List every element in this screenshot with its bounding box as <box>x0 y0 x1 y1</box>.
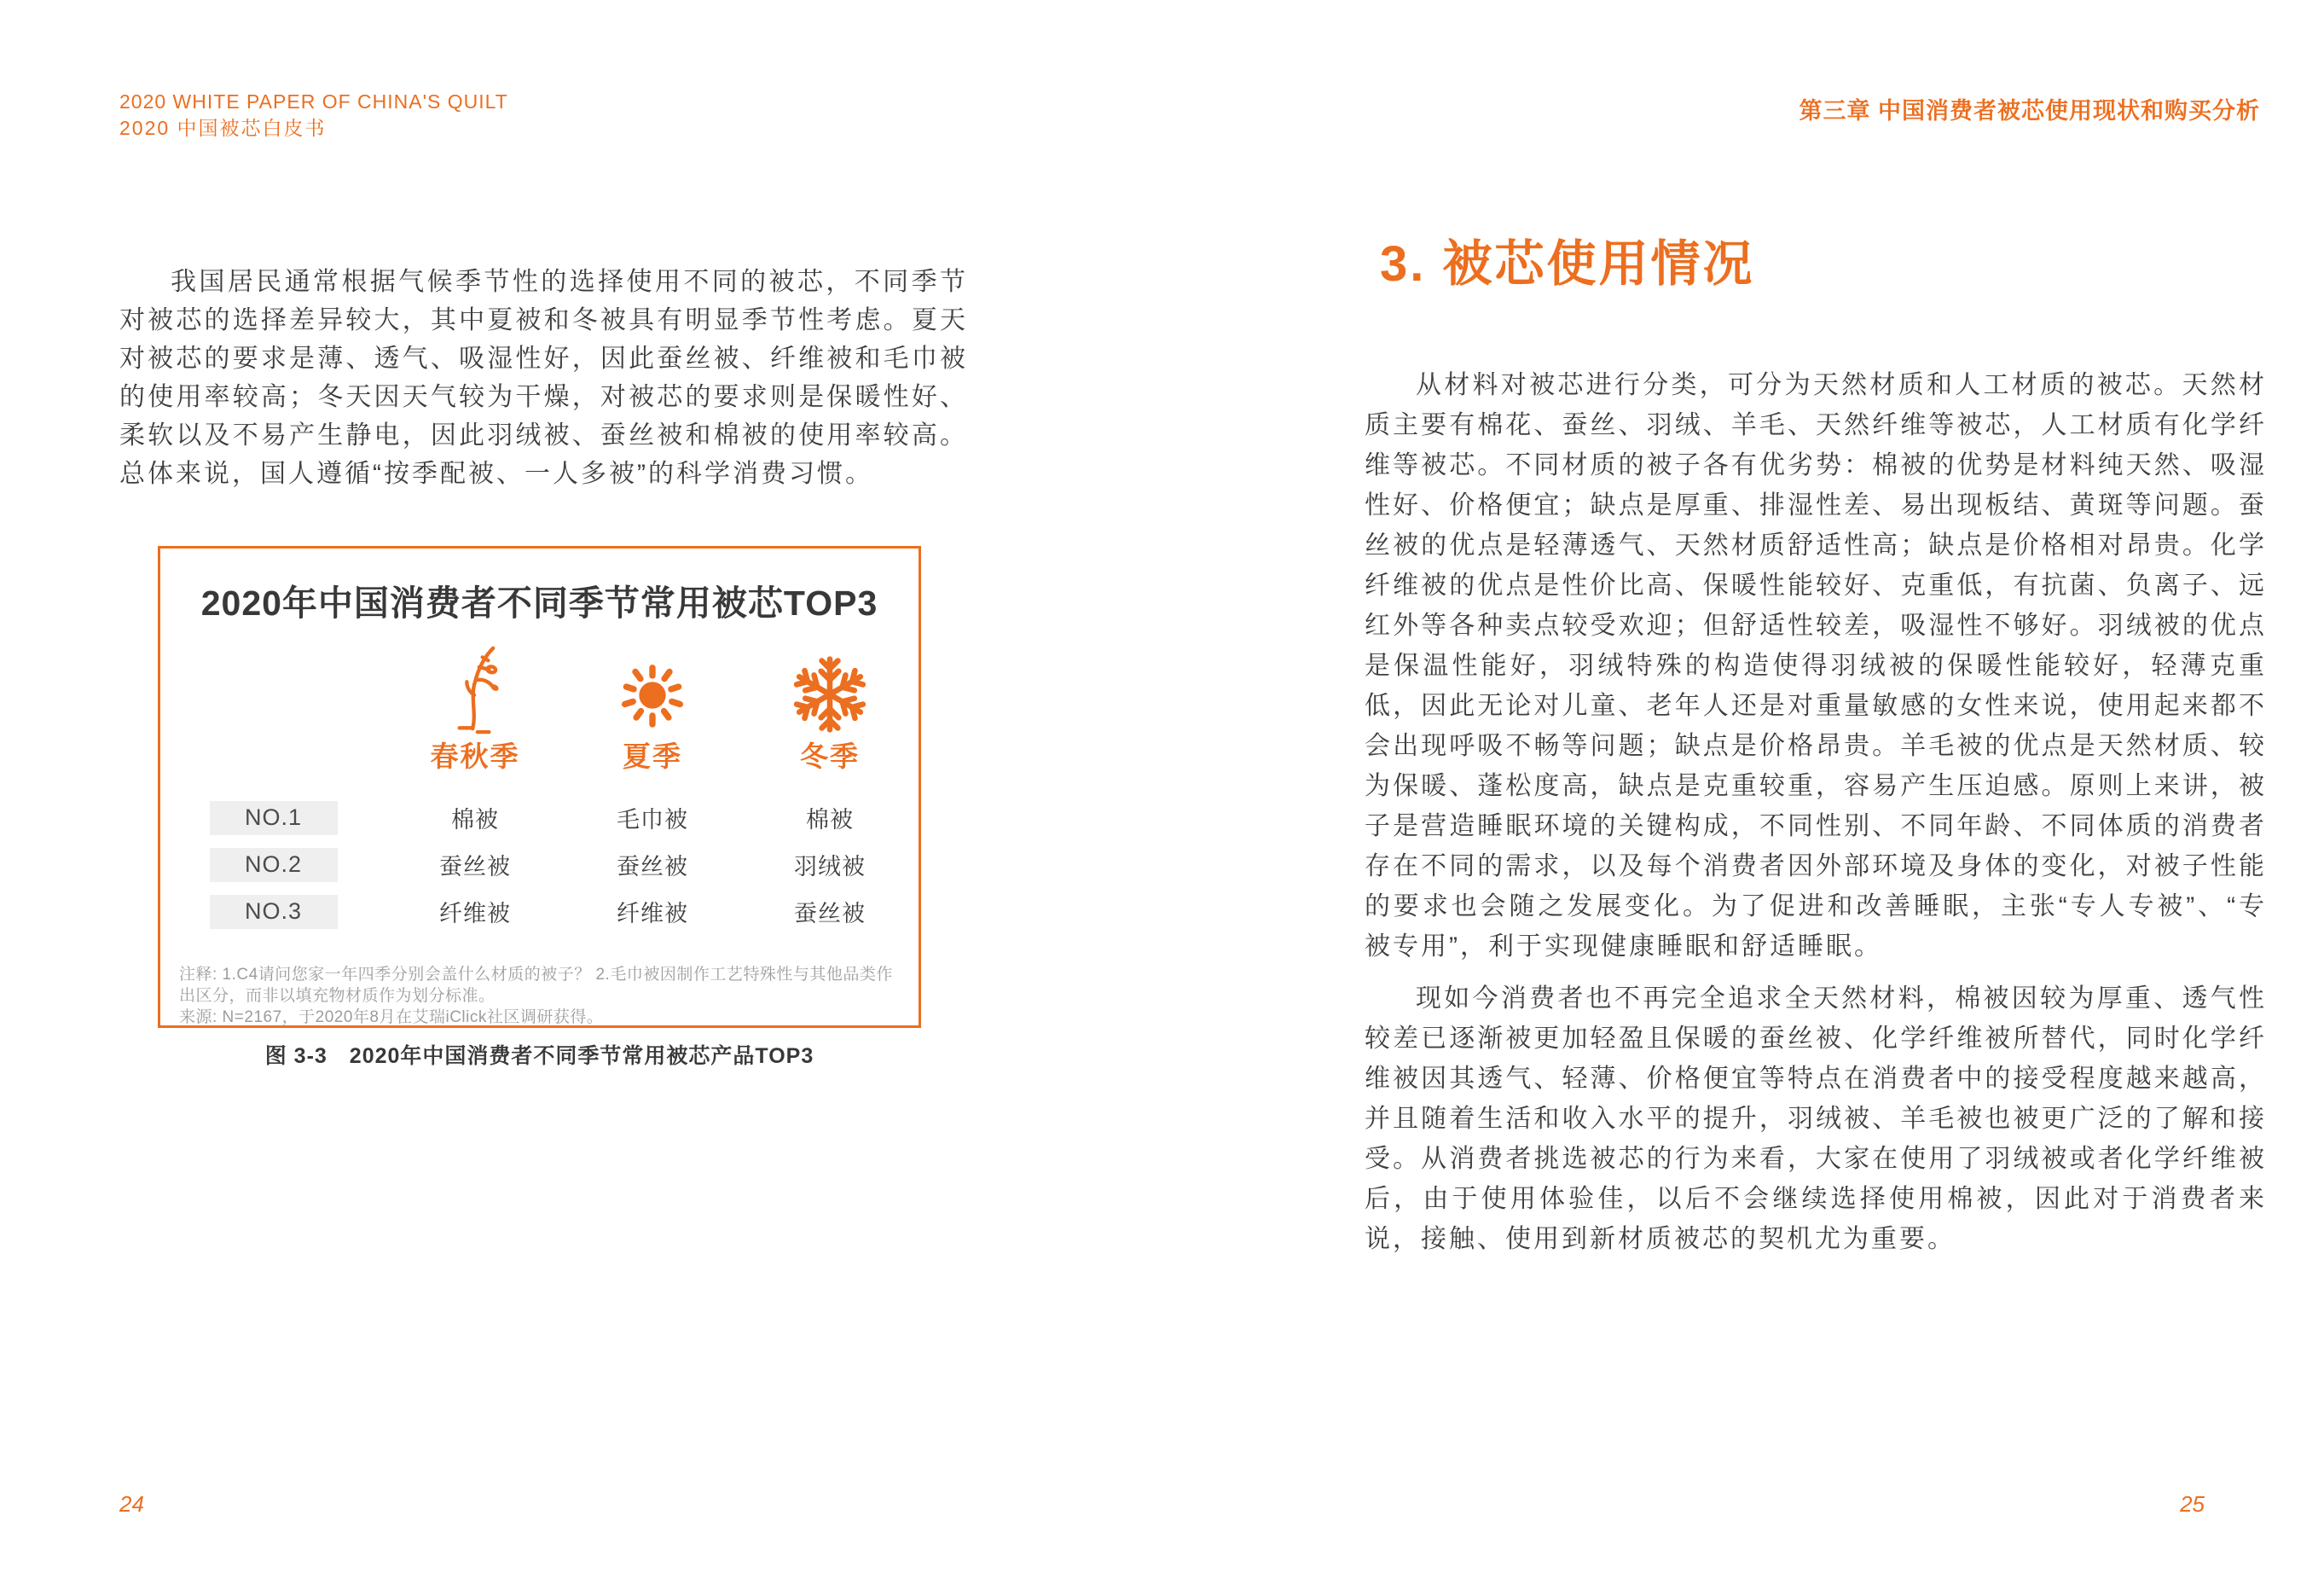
document-header-left <box>119 89 508 142</box>
header-title-cn: 2020 中国被芯白皮书 <box>119 117 327 139</box>
page-number-left: 24 <box>119 1491 144 1517</box>
icon-cell-empty <box>160 642 386 734</box>
figure-notes <box>160 964 919 1028</box>
intro-paragraph: 我国居民通常根据气候季节性的选择使用不同的被芯，不同季节对被芯的选择差异较大，其中夏被和冬被具有明显季节性考虑。夏天对被芯的要求是薄、透气、吸湿性好，因此蚕丝被、纤维被和毛巾被的使用率较高；冬天因天气较为干燥，对被芯的要求则是保暖性好、柔软以及不易产生静电，因此羽绒被、蚕丝被和棉被的使用率较高。总体来说，国人遵循“按季配被、一人多被”的科学消费习惯。 <box>119 268 968 488</box>
row-spacer <box>160 774 919 794</box>
table-cell: 蚕丝被 <box>794 901 866 926</box>
rank-badge-no2: NO.2 <box>210 848 338 882</box>
table-cell: 毛巾被 <box>617 807 688 833</box>
table-cell: 羽绒被 <box>794 854 866 880</box>
body-column <box>1365 365 2267 1259</box>
chapter-header: 第三章 中国消费者被芯使用现状和购买分析 <box>1799 98 2260 124</box>
figure-note: 注释: 1.C4请问您家一年四季分别会盖什么材质的被子？ 2.毛巾被因制作工艺特殊性与其他品类作出区分，而非以填充物材质作为划分标准。 <box>179 966 893 1005</box>
snowflake-icon <box>790 654 870 734</box>
table-row-rank-cell <box>160 794 386 841</box>
figure-table <box>160 642 919 935</box>
table-row-rank-cell <box>160 888 386 935</box>
rank-badge-no1: NO.1 <box>210 801 338 835</box>
icon-cell-winter <box>741 642 919 734</box>
season-label-summer: 夏季 <box>623 740 682 772</box>
sun-icon <box>613 656 692 734</box>
header-title-en: 2020 WHITE PAPER OF CHINA'S QUILT <box>119 90 508 113</box>
icon-cell-spring-autumn <box>386 642 564 734</box>
page-number-right: 25 <box>2180 1491 2205 1517</box>
season-label-empty <box>160 734 386 774</box>
section-heading: 3. 被芯使用情况 <box>1380 236 1755 292</box>
body-paragraph-1: 从材料对被芯进行分类，可分为天然材质和人工材质的被芯。天然材质主要有棉花、蚕丝、羽绒、羊毛、天然纤维等被芯，人工材质有化学纤维等被芯。不同材质的被子各有优劣势：棉被的优势是材料纯天然、吸湿性好、价格便宜；缺点是厚重、排湿性差、易出现板结、黄斑等问题。蚕丝被的优点是轻薄透气、天然材质舒适性高；缺点是价格相对昂贵。化学纤维被的优点是性价比高、保暖性能较好、克重低，有抗菌、负离子、远红外等各种卖点较受欢迎；但舒适性较差，吸湿性不够好。羽绒被的优点是保温性能好，羽绒特殊的构造使得羽绒被的保暖性能较好，轻薄克重低，因此无论对儿童、老年人还是对重量敏感的女性来说，使用起来都不会出现呼吸不畅等问题；缺点是价格昂贵。羊毛被的优点是天然材质、较为保暖、蓬松度高，缺点是克重较重，容易产生压迫感。原则上来讲，被子是营造睡眠环境的关键构成，不同性别、不同年龄、不同体质的消费者存在不同的需求，以及每个消费者因外部环境及身体的变化，对被子性能的要求也会随之发展变化。为了促进和改善睡眠，主张“专人专被”、“专被专用”，利于实现健康睡眠和舒适睡眠。 <box>1365 371 2267 961</box>
table-cell: 蚕丝被 <box>617 854 688 880</box>
rank-badge-no3: NO.3 <box>210 895 338 929</box>
season-label-winter: 冬季 <box>800 740 860 772</box>
table-cell: 棉被 <box>451 807 499 833</box>
figure-box <box>158 546 921 1028</box>
table-cell: 棉被 <box>806 807 854 833</box>
table-cell: 纤维被 <box>617 901 688 926</box>
table-cell: 蚕丝被 <box>439 854 511 880</box>
branch-icon <box>444 644 506 734</box>
figure-title: 2020年中国消费者不同季节常用被芯TOP3 <box>200 583 878 623</box>
body-paragraph-2: 现如今消费者也不再完全追求全天然材料，棉被因较为厚重、透气性较差已逐渐被更加轻盈且保暖的蚕丝被、化学纤维被所替代，同时化学纤维被因其透气、轻薄、价格便宜等特点在消费者中的接受程度越来越高，并且随着生活和收入水平的提升，羽绒被、羊毛被也被更广泛的了解和接受。从消费者挑选被芯的行为来看，大家在使用了羽绒被或者化学纤维被后，由于使用体验佳，以后不会继续选择使用棉被，因此对于消费者来说，接触、使用到新材质被芯的契机尤为重要。 <box>1365 984 2267 1253</box>
figure-source: 来源: N=2167，于2020年8月在艾瑞iClick社区调研获得。 <box>179 1008 604 1026</box>
table-cell: 纤维被 <box>439 901 511 926</box>
icon-cell-summer <box>564 642 741 734</box>
table-row-rank-cell <box>160 841 386 888</box>
figure-caption: 图 3-3 2020年中国消费者不同季节常用被芯产品TOP3 <box>264 1044 814 1068</box>
season-label-spring-autumn: 春秋季 <box>430 740 520 772</box>
